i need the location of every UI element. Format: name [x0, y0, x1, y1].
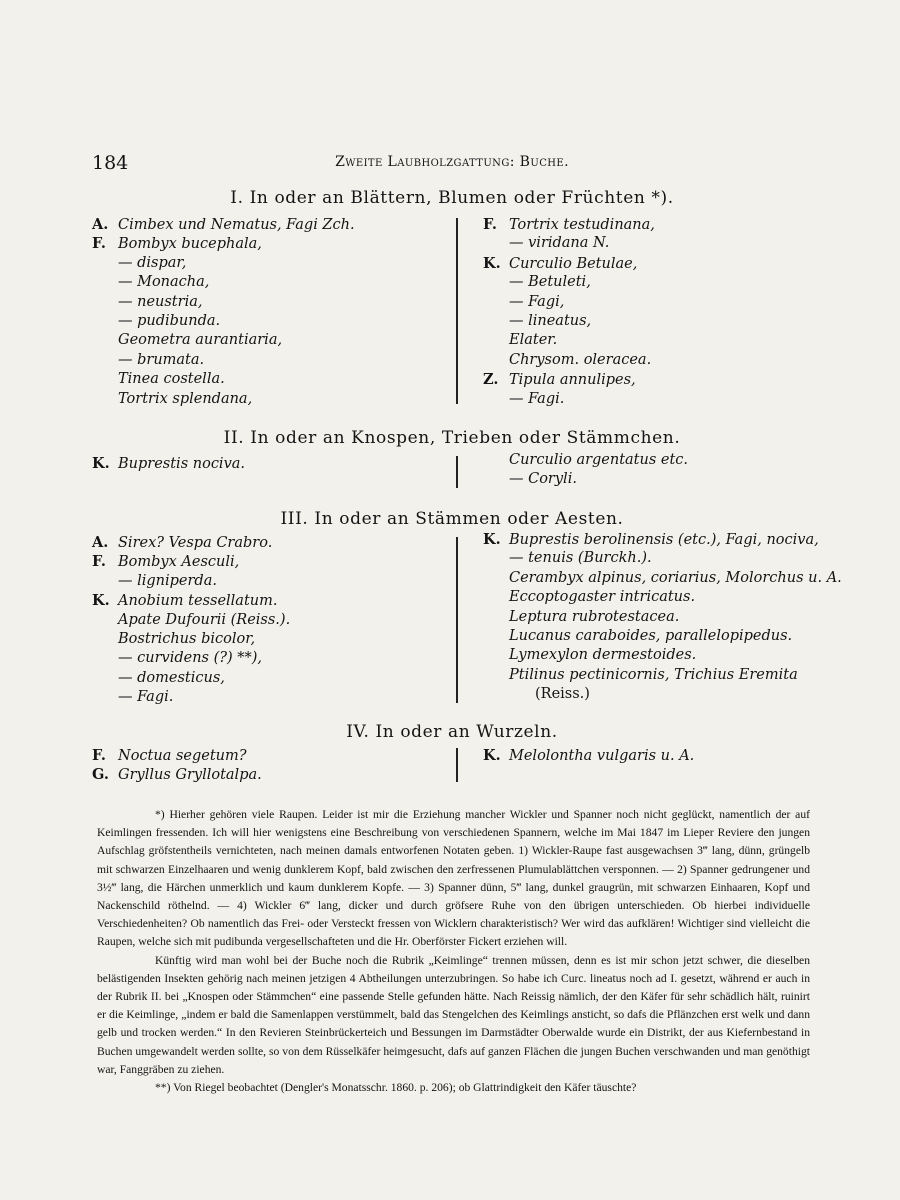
list-item: — Monacha,	[118, 274, 210, 291]
list-item: — ligniperda.	[118, 572, 217, 589]
list-item: G. Gryllus Gryllotalpa.	[92, 766, 262, 784]
list-item: F. Bombyx Aesculi,	[92, 553, 240, 571]
list-item: F. Tortrix testudinana,	[483, 216, 655, 233]
section-title-3: III. In oder an Stämmen oder Aesten.	[280, 509, 624, 529]
list-item: Curculio argentatus etc.	[509, 452, 689, 468]
section-title-4: IV. In oder an Wurzeln.	[346, 722, 558, 742]
list-item: — tenuis (Burckh.).	[509, 550, 652, 567]
list-item: K. Anobium tessellatum.	[92, 592, 278, 610]
page-number: 184	[92, 152, 129, 174]
section-3-right-column	[483, 530, 842, 705]
list-item: Leptura rubrotestacea.	[509, 608, 680, 625]
list-item: A. Sirex? Vespa Crabro.	[92, 534, 273, 551]
column-divider	[456, 218, 458, 404]
list-item: Lucanus caraboides, parallelopipedus.	[509, 627, 793, 644]
list-item: — Fagi.	[118, 689, 174, 706]
list-item: — neustria,	[118, 293, 203, 310]
list-item: — lineatus,	[509, 312, 592, 329]
list-item: K. Buprestis nociva.	[92, 455, 246, 472]
footnote-continuation: Künftig wird man wohl bei der Buche noch die Rubrik „Keimlinge“ trennen müssen, denn es ist mir schon jetzt schwer, die dieselben belästigenden Insekten gehörig nach meinen jetzigen 4 Abtheilungen unterzubringen. So habe ich Curc. lineatus noch ad I. gesetzt, während er auch in der Rubrik II. bei „Knospen oder Stämmchen“ eine passende Stelle gefunden hätte. Nach Reissig nämlich, der den Käfer für sehr schädlich hält, ruinirt er die Keimlinge, „indem er bald die Samenlappen verstümmelt, bald das Stengelchen des Keimlings ansticht, so dafs die Pflänzchen erst welk und dann gelb und trocken werden.“ In den Revieren Steinbrückerteich und Bessungen im Darmstädter Oberwalde wurde ein Distrikt, der aus Kiefernbestand in Buchen umgewandelt werden sollte, so von dem Rüsselkäfer heimgesucht, dafs auf ganzen Flächen die jungen Buchen verschwanden und man genöthigt war, Fanggräben zu ziehen.	[97, 953, 810, 1076]
column-divider	[456, 456, 458, 488]
list-item: F. Bombyx bucephala,	[92, 235, 262, 253]
list-item: — brumata.	[118, 351, 205, 368]
section-title-1: I. In oder an Blättern, Blumen oder Früchten *).	[230, 188, 674, 208]
footnote-1: *) Hierher gehören viele Raupen. Leider ist mir die Erziehung mancher Wickler und Spanner noch nicht geglückt, namentlich der auf Keimlingen fressenden. Ich will hier wenigstens eine Beschreibung von verschiedenen Spannern, welche im Mai 1847 im Lieper Reviere den jungen Aufschlag gröfstentheils vernichteten, nach meinen damals entworfenen Notaten geben. 1) Wickler-Raupe fast ausgewachsen 3‴ lang, dünn, grüngelb mit schwarzen Einzelhaaren und wenig dunklerem Kopf, bald zwischen den zerfressenen Plumulablättchen versponnen. — 2) Spanner gedrungener und 3½‴ lang, die Härchen unmerklich und kaum dunklerem Kopfe. — 3) Spanner dünn, 5‴ lang, dunkel graugrün, mit schwarzen Einhaaren, Kopf und Nackenschild röthelnd. — 4) Wickler 6‴ lang, dicker und durch gröfsere Ruhe von den übrigen unterschieden. Ob hierbei individuelle Verschiedenheiten? Ob namentlich das Frei- oder Versteckt fressen von Wicklern charakteristisch? Wer wird das aufklären! Wichtiger sind vielleicht die Raupen, welche sich mit pudibunda vergesellschafteten und die Hr. Oberförster Fickert erziehen will.	[97, 808, 810, 949]
list-item: — Coryli.	[509, 471, 577, 488]
list-item: Z. Tipula annulipes,	[483, 371, 636, 389]
list-item: — viridana N.	[509, 235, 610, 252]
column-divider	[456, 537, 458, 703]
section-2-left-column	[92, 454, 245, 473]
list-item: Chrysom. oleracea.	[509, 351, 652, 368]
list-item: Bostrichus bicolor,	[118, 630, 256, 647]
list-item: — Fagi.	[509, 390, 565, 407]
list-item: Ptilinus pectinicornis, Trichius Eremita	[509, 666, 798, 683]
list-item: Apate Dufourii (Reiss.).	[118, 611, 291, 628]
list-item: — dispar,	[118, 254, 187, 271]
section-title-2: II. In oder an Knospen, Trieben oder Stämmchen.	[223, 428, 681, 448]
list-item: A. Cimbex und Nematus, Fagi Zch.	[92, 216, 355, 233]
list-item: F. Noctua segetum?	[92, 747, 247, 764]
list-item: — Fagi,	[509, 293, 565, 310]
list-item: Eccoptogaster intricatus.	[509, 589, 696, 606]
list-item: K. Curculio Betulae,	[483, 254, 638, 272]
page-header	[92, 152, 812, 176]
list-item: Cerambyx alpinus, coriarius, Molorchus u. A.	[509, 569, 842, 586]
section-2-right-column	[483, 451, 688, 490]
list-item: — domesticus,	[118, 669, 225, 686]
list-item: Elater.	[509, 332, 558, 349]
list-item: Tortrix splendana,	[118, 390, 253, 407]
footnotes	[97, 806, 810, 1097]
running-title: Zweite Laubholzgattung: Buche.	[335, 154, 569, 170]
list-item: — Betuleti,	[509, 274, 591, 291]
list-item: K. Buprestis berolinensis (etc.), Fagi, nociva,	[483, 531, 819, 548]
section-1-left-column	[92, 215, 355, 409]
list-item: — curvidens (?) **),	[118, 650, 263, 667]
footnote-2: **) Von Riegel beobachtet (Dengler's Monatsschr. 1860. p. 206); ob Glattrindigkeit den Käfer täuschte?	[155, 1081, 637, 1095]
list-item: Geometra aurantiaria,	[118, 332, 283, 349]
list-item: Lymexylon dermestoides.	[509, 647, 697, 664]
section-3-left-column	[92, 533, 290, 708]
section-4-right-column	[483, 746, 694, 765]
column-divider	[456, 748, 458, 782]
list-item: Tinea costella.	[118, 371, 225, 388]
list-item: K. Melolontha vulgaris u. A.	[483, 747, 695, 764]
list-item: (Reiss.)	[535, 686, 590, 703]
section-4-left-column	[92, 746, 262, 785]
list-item: — pudibunda.	[118, 312, 221, 329]
section-1-right-column	[483, 215, 655, 409]
